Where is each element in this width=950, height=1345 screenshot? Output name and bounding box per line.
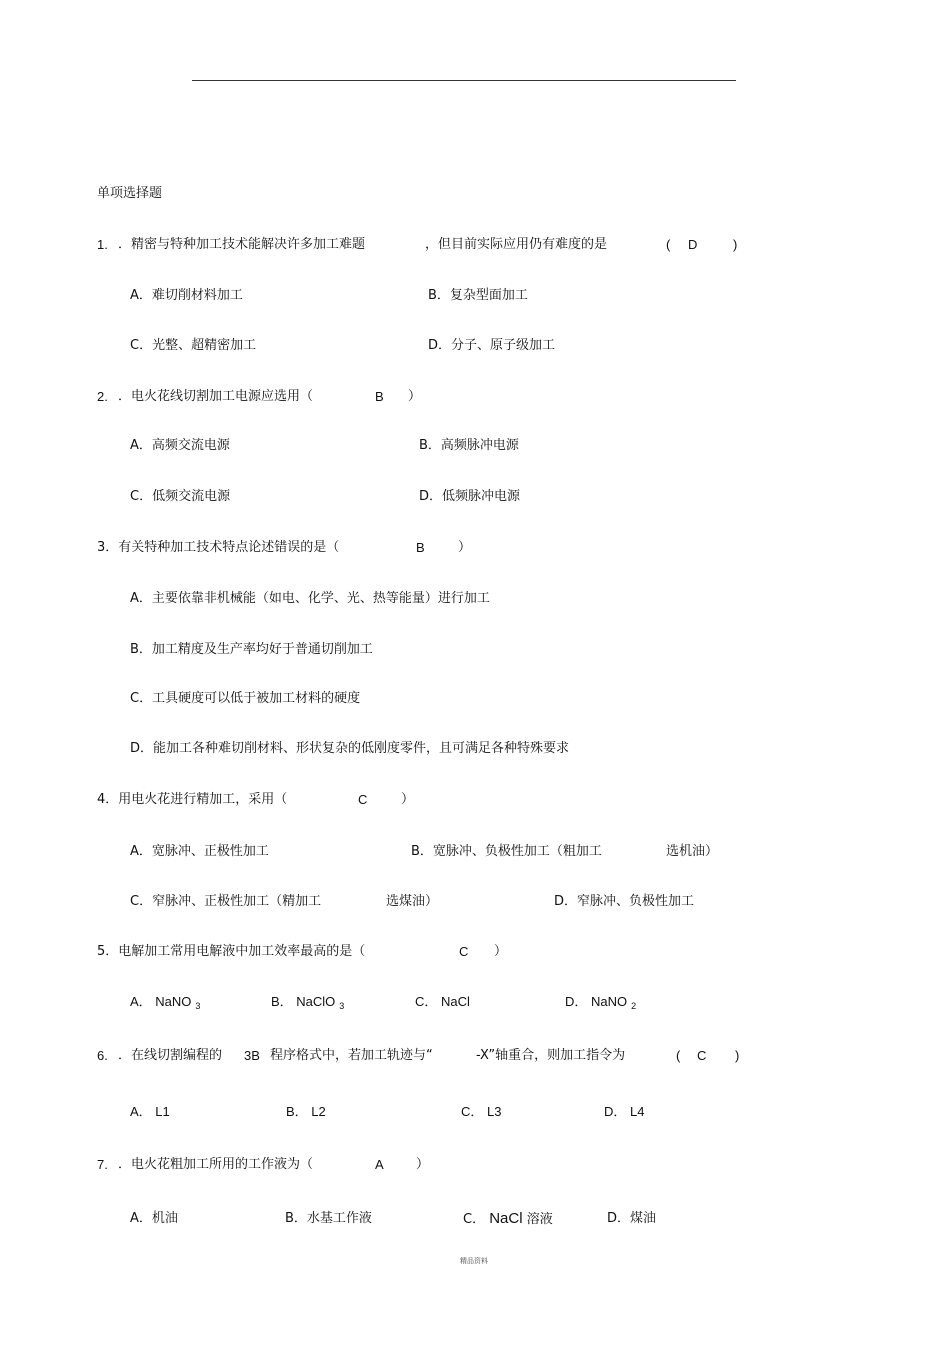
answer-paren: ): [733, 237, 738, 252]
question-text: ．精密与特种加工技术能解决许多加工难题: [118, 237, 366, 252]
option-a: A．机油: [130, 1211, 178, 1226]
option-d: D．低频脉冲电源: [419, 489, 521, 504]
option-d: D．窄脉冲、负极性加工: [554, 894, 695, 909]
answer: A: [375, 1157, 384, 1172]
answer-paren: (: [676, 1048, 681, 1063]
question-text: ，但目前实际应用仍有难度的是: [425, 237, 608, 252]
option-c: C． L3: [461, 1104, 502, 1119]
option-c: C．光整、超精密加工: [130, 338, 257, 353]
question-text: ．电火花粗加工所用的工作液为（: [118, 1157, 314, 1172]
answer-paren: ）: [494, 944, 508, 959]
answer-paren: ）: [401, 792, 415, 807]
option-c: C． NaCl: [415, 994, 470, 1009]
question-text: 3B: [244, 1048, 260, 1063]
option-b: B． L2: [286, 1104, 326, 1119]
question-text: -X”轴重合，则加工指令为: [476, 1048, 626, 1063]
option-b: B． NaClO $_3$: [271, 994, 345, 1011]
option-b: B．水基工作液: [285, 1211, 372, 1226]
answer-paren: (: [666, 237, 671, 252]
answer-paren: ): [735, 1048, 740, 1063]
option-b: B．复杂型面加工: [428, 288, 528, 303]
answer: B: [375, 389, 384, 404]
option-a: A．主要依靠非机械能（如电、化学、光、热等能量）进行加工: [130, 591, 490, 606]
option-a: A．难切削材料加工: [130, 288, 243, 303]
question-number: 6.: [97, 1048, 108, 1063]
option-c-note: 选煤油）: [386, 894, 439, 909]
option-d: D． L4: [604, 1104, 645, 1119]
question-text: 3．有关特种加工技术特点论述错误的是（: [97, 540, 340, 555]
answer-paren: ）: [408, 389, 422, 404]
header-rule: [192, 80, 736, 81]
answer: D: [688, 237, 698, 252]
option-c: C．低频交流电源: [130, 489, 231, 504]
option-d: D． NaNO $_2$: [565, 994, 637, 1011]
option-c: C．窄脉冲、正极性加工（精加工: [130, 894, 322, 909]
option-d: D．分子、原子级加工: [428, 338, 556, 353]
page-footer: 精品资料: [460, 1257, 488, 1265]
question-text: 5．电解加工常用电解液中加工效率最高的是（: [97, 944, 366, 959]
question-text: ．在线切割编程的: [118, 1048, 223, 1063]
option-a: A． NaNO $_3$: [130, 994, 201, 1011]
answer: B: [416, 540, 425, 555]
answer: C: [459, 944, 469, 959]
option-b: B．宽脉冲、负极性加工（粗加工: [411, 844, 602, 859]
option-d: D．煤油: [607, 1211, 657, 1226]
option-b: B．加工精度及生产率均好于普通切削加工: [130, 642, 373, 657]
question-text: ．电火花线切割加工电源应选用（: [118, 389, 314, 404]
option-b-note: 选机油）: [666, 844, 719, 859]
option-c: C． NaCl 溶液: [463, 1210, 553, 1227]
answer: C: [358, 792, 368, 807]
answer: C: [697, 1048, 707, 1063]
answer-paren: ）: [458, 540, 472, 555]
section-title: 单项选择题: [97, 186, 163, 201]
question-number: 1.: [97, 237, 108, 252]
question-number: 2.: [97, 389, 108, 404]
option-d: D．能加工各种难切削材料、形状复杂的低刚度零件，且可满足各种特殊要求: [130, 741, 570, 756]
answer-paren: ）: [416, 1157, 430, 1172]
question-text: 程序格式中，若加工轨迹与“: [270, 1048, 433, 1063]
option-a: A． L1: [130, 1104, 170, 1119]
option-b: B．高频脉冲电源: [419, 438, 519, 453]
question-number: 7.: [97, 1157, 108, 1172]
option-a: A．宽脉冲、正极性加工: [130, 844, 269, 859]
question-text: 4．用电火花进行精加工，采用（: [97, 792, 288, 807]
option-c: C．工具硬度可以低于被加工材料的硬度: [130, 691, 361, 706]
option-a: A．高频交流电源: [130, 438, 230, 453]
